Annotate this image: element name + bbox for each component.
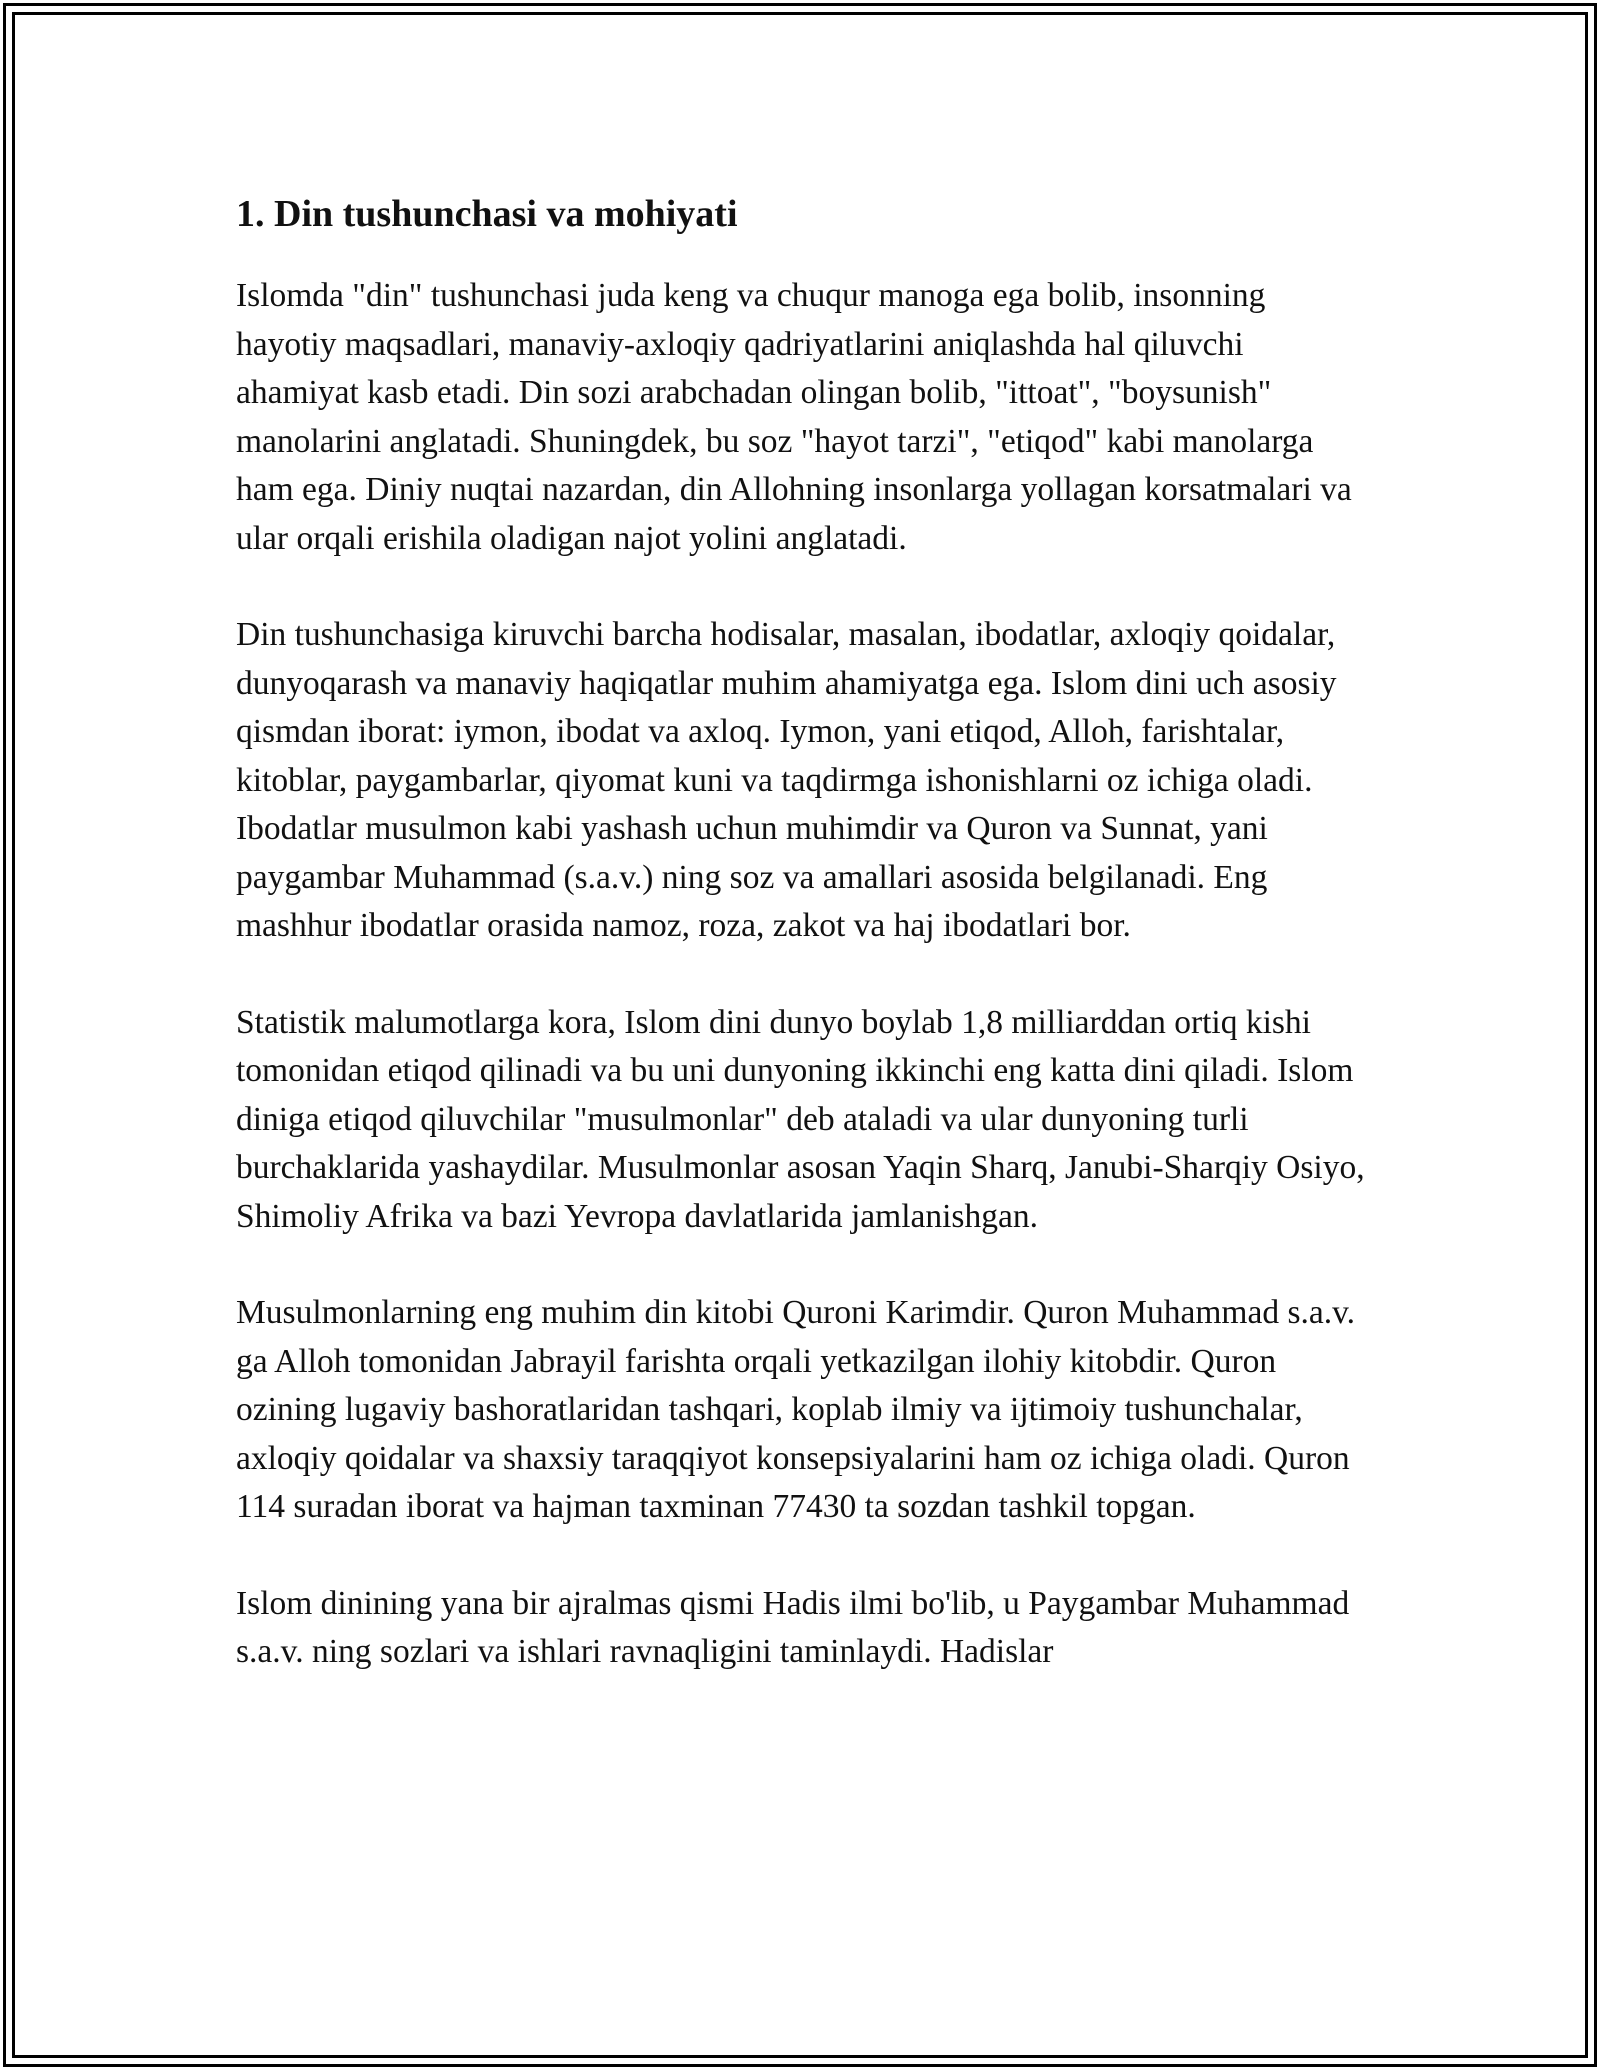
paragraph-din-definition: Islomda "din" tushunchasi juda keng va chuqur manoga ega bolib, insonning hayotiy maqsadlari, manaviy-axloqiy qadriyatlarini aniqlashda hal qiluvchi ahamiyat kasb etadi. Din sozi arabchadan olingan bolib, "ittoat", "boysunish" manolarini anglatadi. Shuningdek, bu soz "hayot tarzi", "etiqod" kabi manolarga ham ega. Diniy nuqtai nazardan, din Allohning insonlarga yollagan korsatmalari va ular orqali erishila oladigan najot yolini anglatadi. — [236, 277, 1352, 557]
paragraph-pillars: Din tushunchasiga kiruvchi barcha hodisalar, masalan, ibodatlar, axloqiy qoidalar, dunyoqarash va manaviy haqiqatlar muhim ahamiyatga ega. Islom dini uch asosiy qismdan iborat: iymon, ibodat va axloq. Iymon, yani etiqod, Alloh, farishtalar, kitoblar, paygambarlar, qiyomat kuni va taqdirmga ishonishlarni oz ichiga oladi. Ibodatlar musulmon kabi yashash uchun muhimdir va Quron va Sunnat, yani paygambar Muhammad (s.a.v.) ning soz va amallari asosida belgilanadi. Eng mashhur ibodatlar orasida namoz, roza, zakot va haj ibodatlari bor. — [236, 616, 1337, 944]
paragraph-hadith: Islom dinining yana bir ajralmas qismi Hadis ilmi bo'lib, u Paygambar Muhammad s.a.v. ning sozlari va ishlari ravnaqligini taminlaydi. Hadislar — [236, 1584, 1350, 1670]
paragraph-quran: Musulmonlarning eng muhim din kitobi Quroni Karimdir. Quron Muhammad s.a.v. ga Alloh tomonidan Jabrayil farishta orqali yetkazilgan ilohiy kitobdir. Quron ozining lugaviy bashoratlaridan tashqari, koplab ilmiy va ijtimoiy tushunchalar, axloqiy qoidalar va shaxsiy taraqqiyot konsepsiyalarini ham oz ichiga oladi. Quron 114 suradan iborat va hajman taxminan 77430 ta sozdan tashkil topgan. — [236, 1294, 1356, 1525]
document-page — [236, 186, 1370, 1725]
section-heading: 1. Din tushunchasi va mohiyati — [236, 193, 738, 235]
paragraph-statistics: Statistik malumotlarga kora, Islom dini dunyo boylab 1,8 milliarddan ortiq kishi tomonidan etiqod qilinadi va bu uni dunyoning ikkinchi eng katta dini qiladi. Islom diniga etiqod qiluvchilar "musulmonlar" deb ataladi va ular dunyoning turli burchaklarida yashaydilar. Musulmonlar asosan Yaqin Sharq, Janubi-Sharqiy Osiyo, Shimoliy Afrika va bazi Yevropa davlatlarida jamlanishgan. — [236, 1003, 1365, 1235]
